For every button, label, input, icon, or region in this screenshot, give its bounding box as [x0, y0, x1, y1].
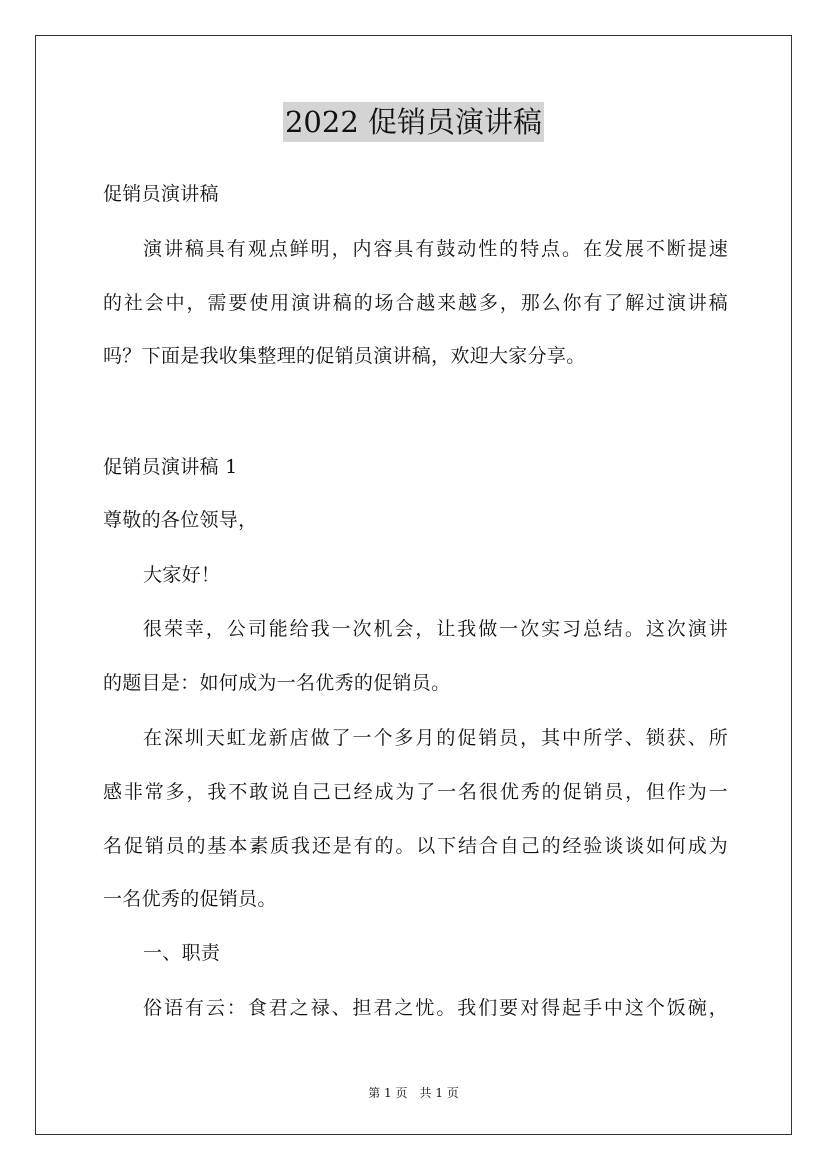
- title-container: [0, 102, 827, 142]
- paragraph-line: 俗语有云：食君之禄、担君之忧。我们要对得起手中这个饭碗，: [143, 997, 728, 1019]
- paragraph-line: 演讲稿具有观点鲜明，内容具有鼓动性的特点。在发展不断提速: [143, 238, 728, 260]
- paragraph-line: 吗？下面是我收集整理的促销员演讲稿，欢迎大家分享。: [103, 345, 586, 367]
- paragraph-line: 一名优秀的促销员。: [103, 888, 277, 910]
- section-heading: 一、职责: [143, 942, 221, 964]
- section-heading: 促销员演讲稿 1: [103, 456, 238, 478]
- paragraph-line: 很荣幸，公司能给我一次机会，让我做一次实习总结。这次演讲: [143, 618, 728, 640]
- paragraph-line: 在深圳天虹龙新店做了一个多月的促销员，其中所学、锁获、所: [143, 727, 728, 749]
- document-title: 2022 促销员演讲稿: [283, 102, 544, 142]
- greeting: 大家好！: [143, 564, 221, 586]
- paragraph-line: 的社会中，需要使用演讲稿的场合越来越多，那么你有了解过演讲稿: [103, 292, 728, 314]
- paragraph-line: 名促销员的基本素质我还是有的。以下结合自己的经验谈谈如何成为: [103, 835, 728, 857]
- salutation: 尊敬的各位领导，: [103, 509, 258, 531]
- paragraph-line: 感非常多，我不敢说自己已经成为了一名很优秀的促销员，但作为一: [103, 781, 728, 803]
- paragraph-line: 的题目是：如何成为一名优秀的促销员。: [103, 672, 451, 694]
- subtitle: 促销员演讲稿: [103, 183, 219, 205]
- page-number: 第 1 页 共 1 页: [368, 1086, 459, 1100]
